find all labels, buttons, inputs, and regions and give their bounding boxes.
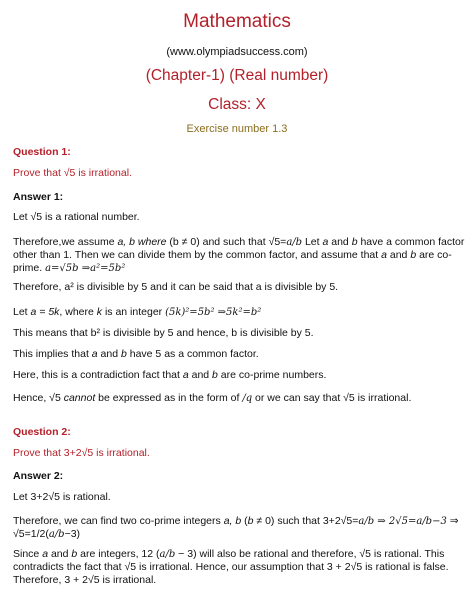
answer-1-p7: Here, this is a contradiction fact that a and b are co-prime numbers.: [13, 369, 327, 381]
answer-1-p1: Let √5 is a rational number.: [13, 211, 140, 223]
question-1-text: Prove that √5 is irrational.: [13, 167, 132, 179]
answer-1-label: Answer 1:: [13, 191, 64, 203]
answer-2-p2: Therefore, we can find two co-prime integers a, b (b ≠ 0) such that 3+2√5=a/b ⇒ 2√5=a/b−3 ⇒ √5=1/2(a/b−3): [13, 515, 459, 540]
class-heading: Class: X: [208, 96, 266, 113]
answer-2-label: Answer 2:: [13, 470, 64, 482]
website-url: (www.olympiadsuccess.com): [166, 46, 308, 58]
answer-1-p5: This means that b² is divisible by 5 and hence, b is divisible by 5.: [13, 327, 314, 339]
page-title: Mathematics: [183, 11, 291, 32]
exercise-heading: Exercise number 1.3: [186, 123, 288, 135]
answer-2-p3: Since a and b are integers, 12 (a/b − 3) will also be rational and therefore, √5 is rational. This contradicts the fact that √5 is irrational. Hence, our assumption that 3 + 2√5 is rational is false. Therefore, 3 + 2√5 is irrational.: [13, 548, 449, 586]
chapter-heading: (Chapter-1) (Real number): [145, 67, 329, 84]
question-2-text: Prove that 3+2√5 is irrational.: [13, 447, 150, 459]
question-2-label: Question 2:: [13, 426, 71, 438]
answer-1-p4: Let a = 5k, where k is an integer (5k)²=5b² ⇒5k²=b²: [13, 306, 262, 318]
answer-1-p6: This implies that a and b have 5 as a common factor.: [13, 348, 259, 360]
answer-2-p1: Let 3+2√5 is rational.: [13, 491, 111, 503]
question-1-label: Question 1:: [13, 146, 71, 158]
answer-1-p2: Therefore,we assume a, b where (b ≠ 0) and such that √5=a/b Let a and b have a common factor other than 1. Then we can divide them by the common factor, and assume that a and b are co-prime. a=√5b ⇒a²=5b²: [13, 236, 465, 274]
answer-1-p8: Hence, √5 cannot be expressed as in the form of /q or we can say that √5 is irrational.: [13, 392, 412, 404]
answer-1-p3: Therefore, a² is divisible by 5 and it can be said that a is divisible by 5.: [13, 281, 339, 293]
